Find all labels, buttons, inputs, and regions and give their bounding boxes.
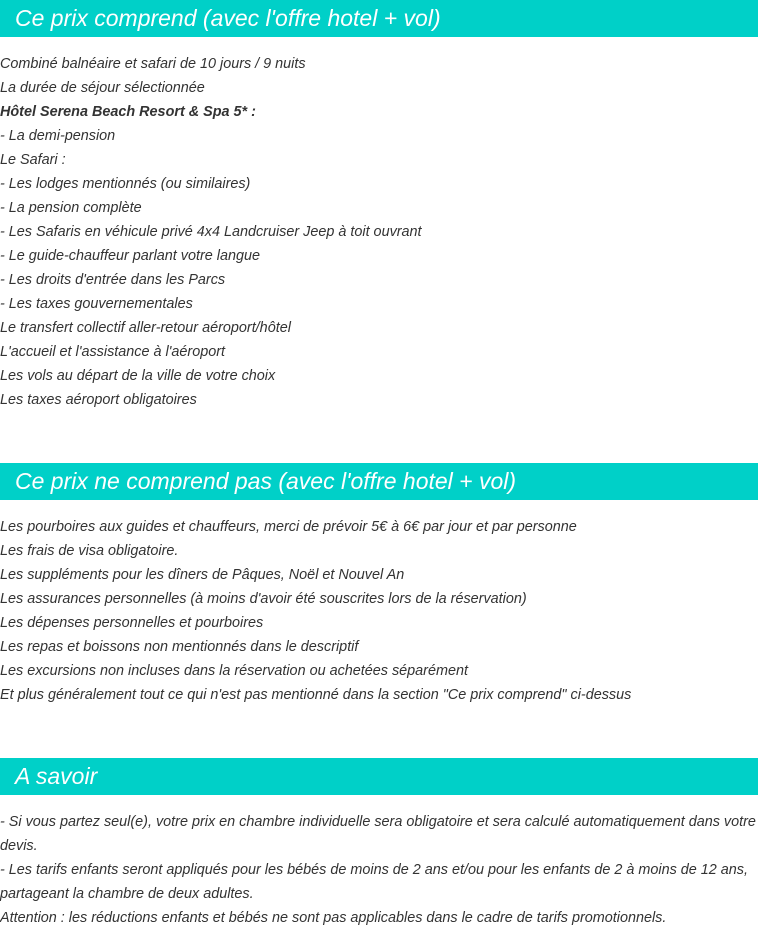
list-item: Les dépenses personnelles et pourboires bbox=[0, 615, 264, 631]
list-item: - Les Safaris en véhicule privé 4x4 Landcruiser Jeep à toit ouvrant bbox=[0, 224, 422, 240]
list-item: Le transfert collectif aller-retour aéroport/hôtel bbox=[0, 320, 291, 336]
paragraph-single-traveller: - Si vous partez seul(e), votre prix en chambre individuelle sera obligatoire et sera calculé automatiquement dans votre devis. bbox=[0, 814, 756, 854]
list-item: - Le guide-chauffeur parlant votre langue bbox=[0, 248, 261, 264]
list-item-safari-heading: Le Safari : bbox=[0, 152, 66, 168]
section-header-price-excludes: Ce prix ne comprend pas (avec l'offre hotel + vol) bbox=[0, 463, 758, 500]
list-item: Les pourboires aux guides et chauffeurs, merci de prévoir 5€ à 6€ par jour et par personne bbox=[0, 519, 577, 535]
paragraph-child-rates: - Les tarifs enfants seront appliqués pour les bébés de moins de 2 ans et/ou pour les enfants de 2 à moins de 12 ans, partageant la chambre de deux adultes. bbox=[0, 862, 748, 902]
list-item: Les suppléments pour les dîners de Pâques, Noël et Nouvel An bbox=[0, 567, 405, 583]
list-item: - La pension complète bbox=[0, 200, 142, 216]
list-item: - Les lodges mentionnés (ou similaires) bbox=[0, 176, 251, 192]
section-header-price-includes: Ce prix comprend (avec l'offre hotel + vol) bbox=[0, 0, 758, 37]
section-body-price-excludes bbox=[0, 515, 758, 707]
list-item: - Les taxes gouvernementales bbox=[0, 296, 193, 312]
list-item: Les vols au départ de la ville de votre choix bbox=[0, 368, 276, 384]
list-item: L'accueil et l'assistance à l'aéroport bbox=[0, 344, 226, 360]
list-item-hotel-heading: Hôtel Serena Beach Resort & Spa 5* : bbox=[0, 104, 256, 120]
section-body-price-includes bbox=[0, 52, 758, 412]
list-item: Les excursions non incluses dans la réservation ou achetées séparément bbox=[0, 663, 468, 679]
list-item: Les assurances personnelles (à moins d'avoir été souscrites lors de la réservation) bbox=[0, 591, 527, 607]
list-item: - Les droits d'entrée dans les Parcs bbox=[0, 272, 226, 288]
list-item: Et plus généralement tout ce qui n'est pas mentionné dans la section "Ce prix comprend" ci-dessus bbox=[0, 687, 632, 703]
list-item: - La demi-pension bbox=[0, 128, 116, 144]
list-item: Les frais de visa obligatoire. bbox=[0, 543, 179, 559]
list-item: Les repas et boissons non mentionnés dans le descriptif bbox=[0, 639, 359, 655]
list-item: La durée de séjour sélectionnée bbox=[0, 80, 205, 96]
list-item: Combiné balnéaire et safari de 10 jours / 9 nuits bbox=[0, 56, 306, 72]
list-item: Les taxes aéroport obligatoires bbox=[0, 392, 197, 408]
paragraph-attention: Attention : les réductions enfants et bébés ne sont pas applicables dans le cadre de tarifs promotionnels. bbox=[0, 910, 667, 926]
section-body-good-to-know bbox=[0, 810, 758, 930]
section-header-good-to-know: A savoir bbox=[0, 758, 758, 795]
